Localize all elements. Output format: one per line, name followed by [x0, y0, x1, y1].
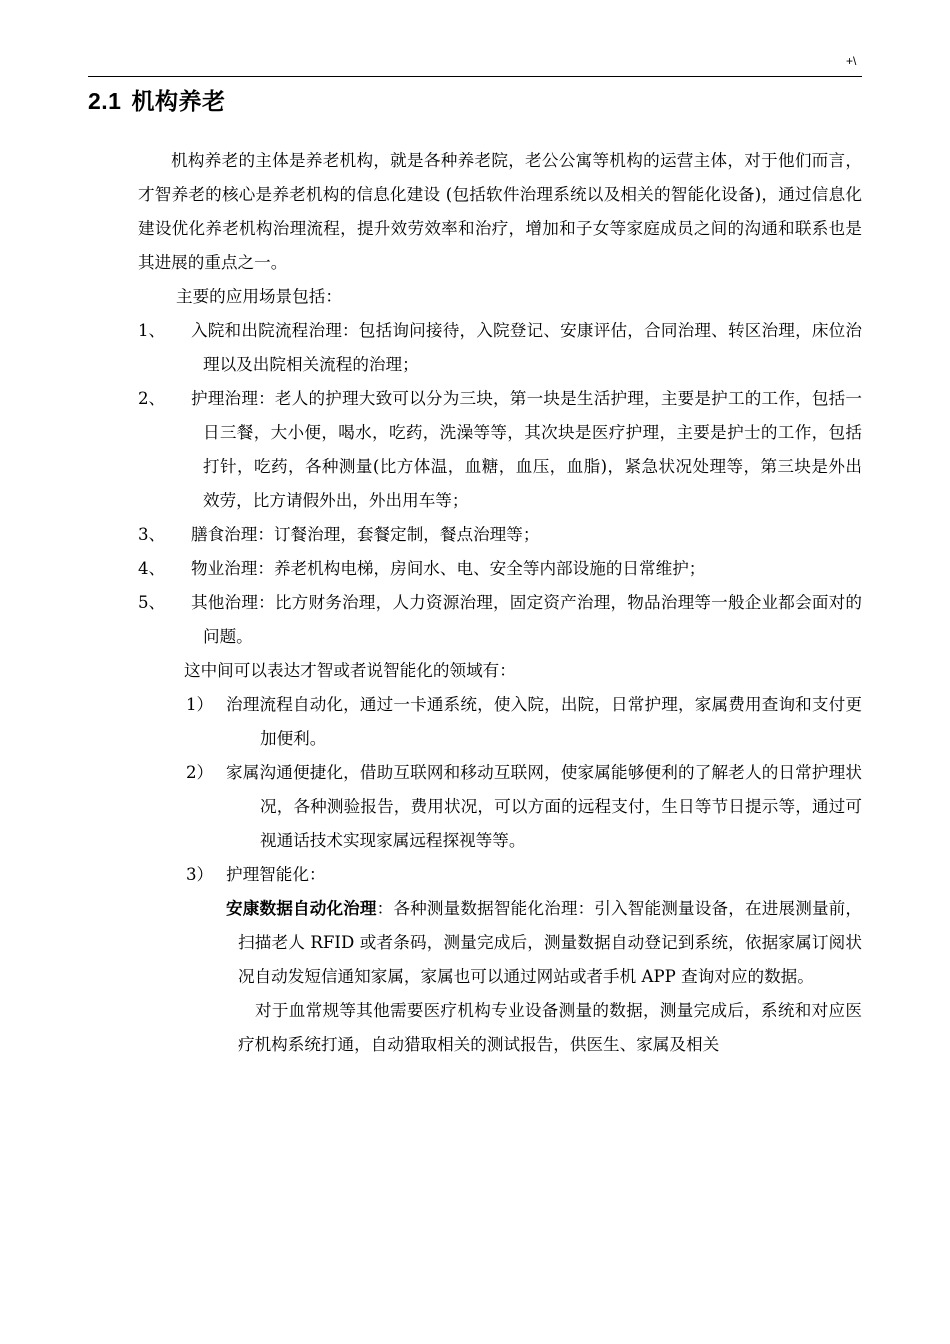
domain-item [138, 756, 862, 858]
list-marker: 5、 [138, 593, 166, 612]
list-marker: 2、 [138, 389, 166, 408]
domains-lead: 这中间可以表达才智或者说智能化的领域有： [184, 661, 516, 680]
lab-report-paragraph: 对于血常规等其他需要医疗机构专业设备测量的数据，测量完成后，系统和对应医疗机构系统打通，自动猎取相关的测试报告，供医生、家属及相关 [238, 1001, 862, 1054]
domain-text: 治理流程自动化，通过一卡通系统，使入院，出院，日常护理，家属费用查询和支付更加便利。 [226, 695, 862, 748]
section-number: 2.1 [88, 88, 122, 114]
page-header-mark: +\ [846, 54, 857, 68]
health-data-paragraph [138, 892, 862, 994]
intro-paragraph: 机构养老的主体是养老机构，就是各种养老院，老公公寓等机构的运营主体，对于他们而言，才智养老的核心是养老机构的信息化建设 (包括软件治理系统以及相关的智能化设备)，通过信息化建设优化养老机构治理流程，提升效劳效率和治疗，增加和子女等家庭成员之间的沟通和联系也是其进展的重点之一。 [138, 151, 862, 272]
scenario-item [138, 382, 862, 518]
section-heading [88, 83, 225, 116]
domain-item [138, 688, 862, 756]
health-data-heading: 安康数据自动化治理 [226, 899, 377, 918]
scenario-item [138, 586, 862, 654]
domain-item [138, 858, 862, 892]
health-data-body: 各种测量数据智能化治理：引入智能测量设备，在进展测量前，扫描老人 RFID 或者条码，测量完成后，测量数据自动登记到系统，依据家属订阅状况自动发短信通知家属，家属也可以通过网站或者手机 APP 查询对应的数据。 [238, 899, 863, 986]
scenario-text: 物业治理：养老机构电梯，房间水、电、安全等内部设施的日常维护； [191, 559, 706, 578]
scenario-text: 护理治理：老人的护理大致可以分为三块，第一块是生活护理，主要是护工的工作，包括一日三餐，大小便，喝水，吃药，洗澡等等，其次块是医疗护理，主要是护士的工作，包括打针，吃药，各种测量(比方体温，血糖，血压，血脂)，紧急状况处理等，第三块是外出效劳，比方请假外出，外出用车等； [191, 389, 862, 510]
section-title: 机构养老 [131, 88, 226, 114]
scenario-item [138, 314, 862, 382]
scenario-item [138, 518, 862, 552]
scenarios-lead: 主要的应用场景包括： [176, 287, 342, 306]
list-marker: 3） [186, 865, 214, 884]
list-marker: 1、 [138, 321, 166, 340]
health-data-text [226, 892, 862, 994]
list-marker: 2） [186, 763, 214, 782]
header-rule [88, 76, 862, 77]
list-marker: 1） [186, 695, 214, 714]
scenario-item [138, 552, 862, 586]
scenario-text: 膳食治理：订餐治理，套餐定制，餐点治理等； [191, 525, 540, 544]
health-data-colon: ： [376, 899, 394, 918]
list-marker: 3、 [138, 525, 166, 544]
scenario-text: 其他治理：比方财务治理，人力资源治理，固定资产治理，物品治理等一般企业都会面对的问题。 [191, 593, 862, 646]
scenario-text: 入院和出院流程治理：包括询问接待，入院登记、安康评估，合同治理、转区治理，床位治理以及出院相关流程的治理； [191, 321, 862, 374]
body-text [138, 144, 862, 1062]
domain-text: 家属沟通便捷化，借助互联网和移动互联网，使家属能够便利的了解老人的日常护理状况，各种测验报告，费用状况，可以方面的远程支付，生日等节日提示等，通过可视通话技术实现家属远程探视等等。 [226, 763, 862, 850]
domain-text: 护理智能化： [226, 865, 326, 884]
list-marker: 4、 [138, 559, 166, 578]
